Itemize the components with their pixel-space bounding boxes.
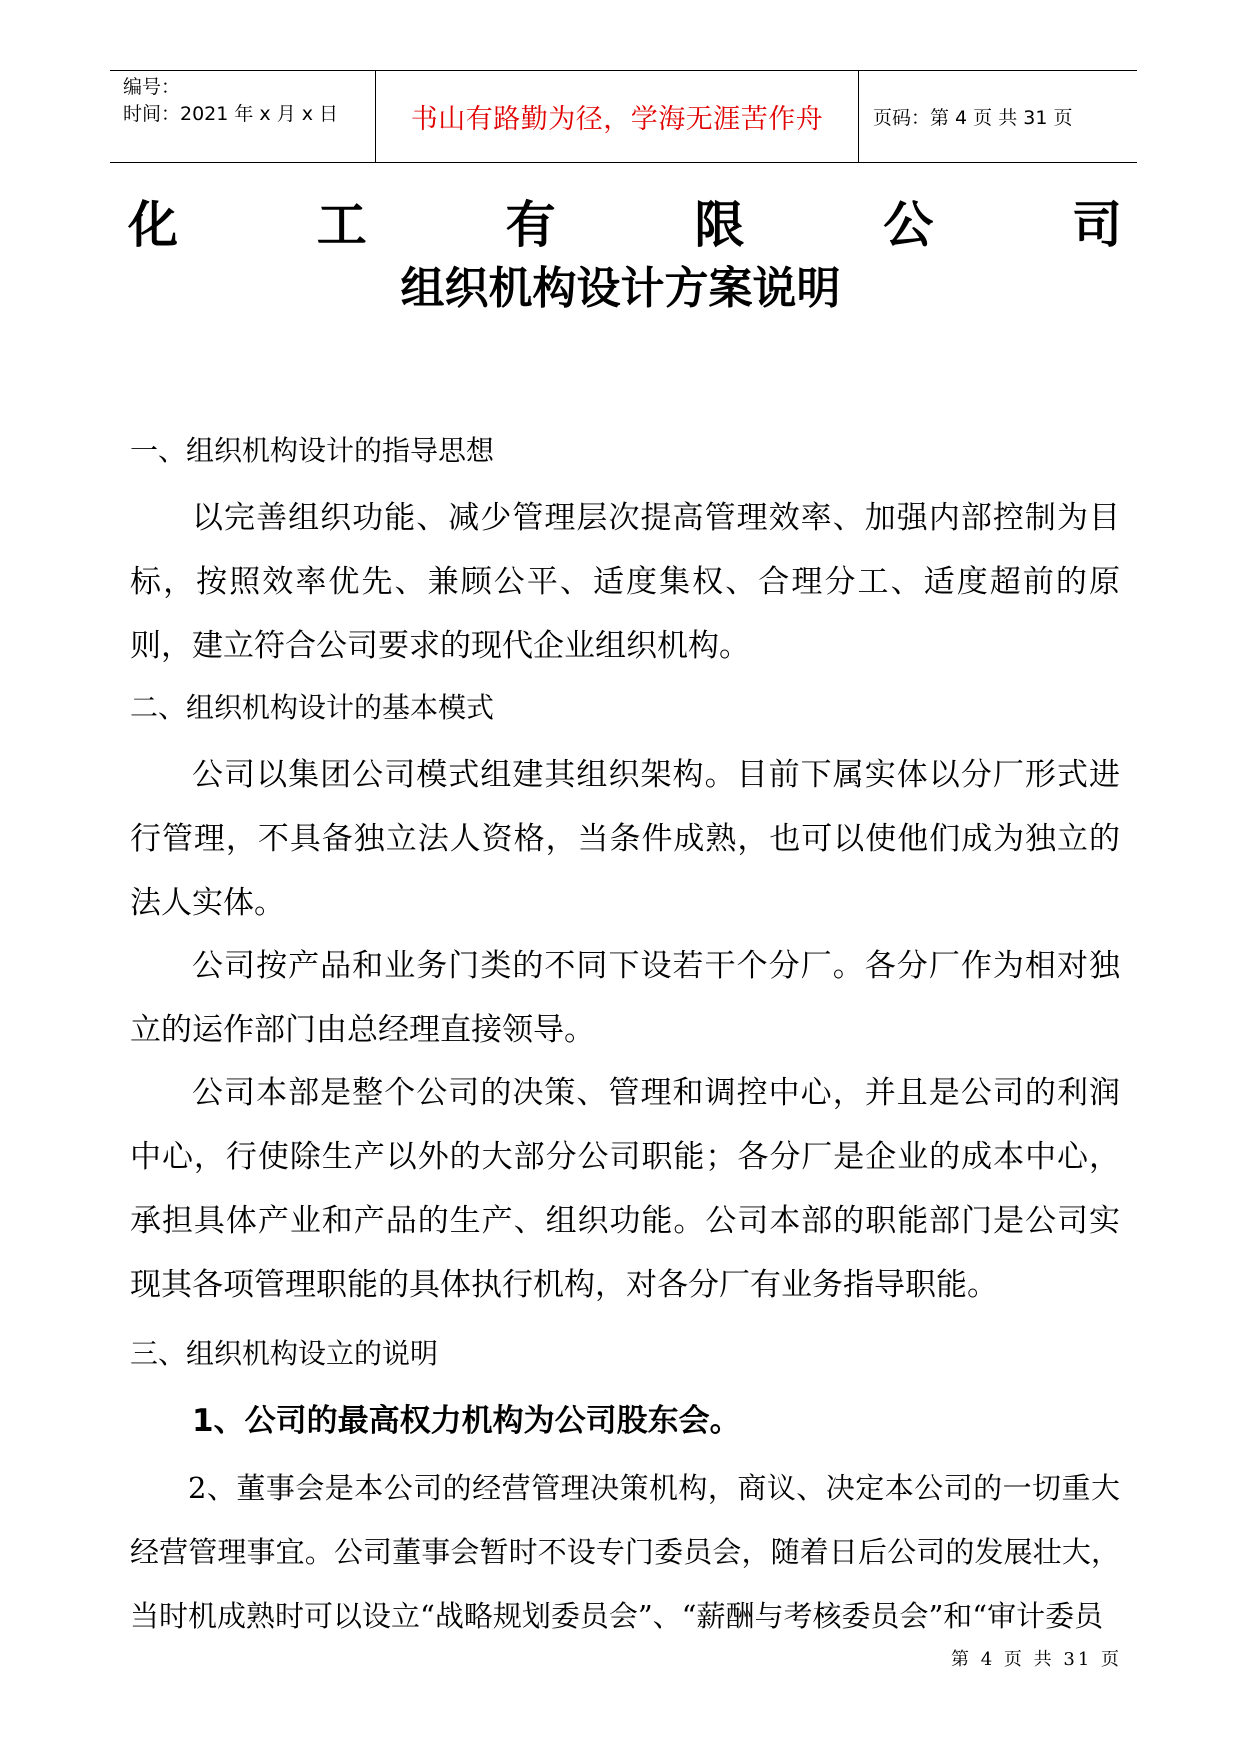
title-char: 有 bbox=[505, 196, 556, 254]
section-2-paragraph-2: 公司按产品和业务门类的不同下设若干个分厂。各分厂作为相对独立的运作部门由总经理直接领导。 bbox=[130, 948, 1120, 1048]
section-3-item-2: 2、董事会是本公司的经营管理决策机构，商议、决定本公司的一切重大经营管理事宜。公司董事会暂时不设专门委员会，随着日后公司的发展壮大，当时机成熟时可以设立“战略规划委员会”、“薪酬与考核委员会”和“审计委员 bbox=[130, 1471, 1120, 1633]
section-3-item-1: 1、公司的最高权力机构为公司股东会。 bbox=[192, 1403, 741, 1439]
title-char: 工 bbox=[316, 196, 367, 254]
document-subtitle: 组织机构设计方案说明 bbox=[400, 263, 841, 314]
section-1-heading: 一、组织机构设计的指导思想 bbox=[130, 434, 495, 467]
header-page-info: 页码：第 4 页 共 31 页 bbox=[873, 107, 1073, 129]
page-footer: 第 4 页 共 31 页 bbox=[951, 1649, 1122, 1670]
document-title-company bbox=[128, 195, 1122, 255]
section-2-heading: 二、组织机构设计的基本模式 bbox=[130, 691, 495, 724]
document-number-label: 编号： bbox=[123, 76, 181, 98]
section-2-paragraph-1: 公司以集团公司模式组建其组织架构。目前下属实体以分厂形式进行管理，不具备独立法人资格，当条件成熟，也可以使他们成为独立的法人实体。 bbox=[130, 757, 1120, 921]
header-motto: 书山有路勤为径，学海无涯苦作舟 bbox=[375, 71, 859, 162]
section-3-heading: 三、组织机构设立的说明 bbox=[130, 1337, 439, 1370]
section-1-paragraph: 以完善组织功能、减少管理层次提高管理效率、加强内部控制为目标，按照效率优先、兼顾公平、适度集权、合理分工、适度超前的原则，建立符合公司要求的现代企业组织机构。 bbox=[130, 500, 1120, 664]
title-char: 公 bbox=[883, 196, 934, 254]
header-meta bbox=[110, 71, 375, 162]
title-char: 化 bbox=[128, 196, 178, 254]
document-header bbox=[110, 70, 1137, 163]
section-2-paragraph-3: 公司本部是整个公司的决策、管理和调控中心，并且是公司的利润中心，行使除生产以外的大部分公司职能；各分厂是企业的成本中心，承担具体产业和产品的生产、组织功能。公司本部的职能部门是公司实现其各项管理职能的具体执行机构，对各分厂有业务指导职能。 bbox=[130, 1075, 1120, 1303]
title-char: 司 bbox=[1071, 196, 1122, 254]
title-char: 限 bbox=[694, 196, 745, 254]
document-time-label: 时间：2021 年 x 月 x 日 bbox=[123, 103, 339, 125]
